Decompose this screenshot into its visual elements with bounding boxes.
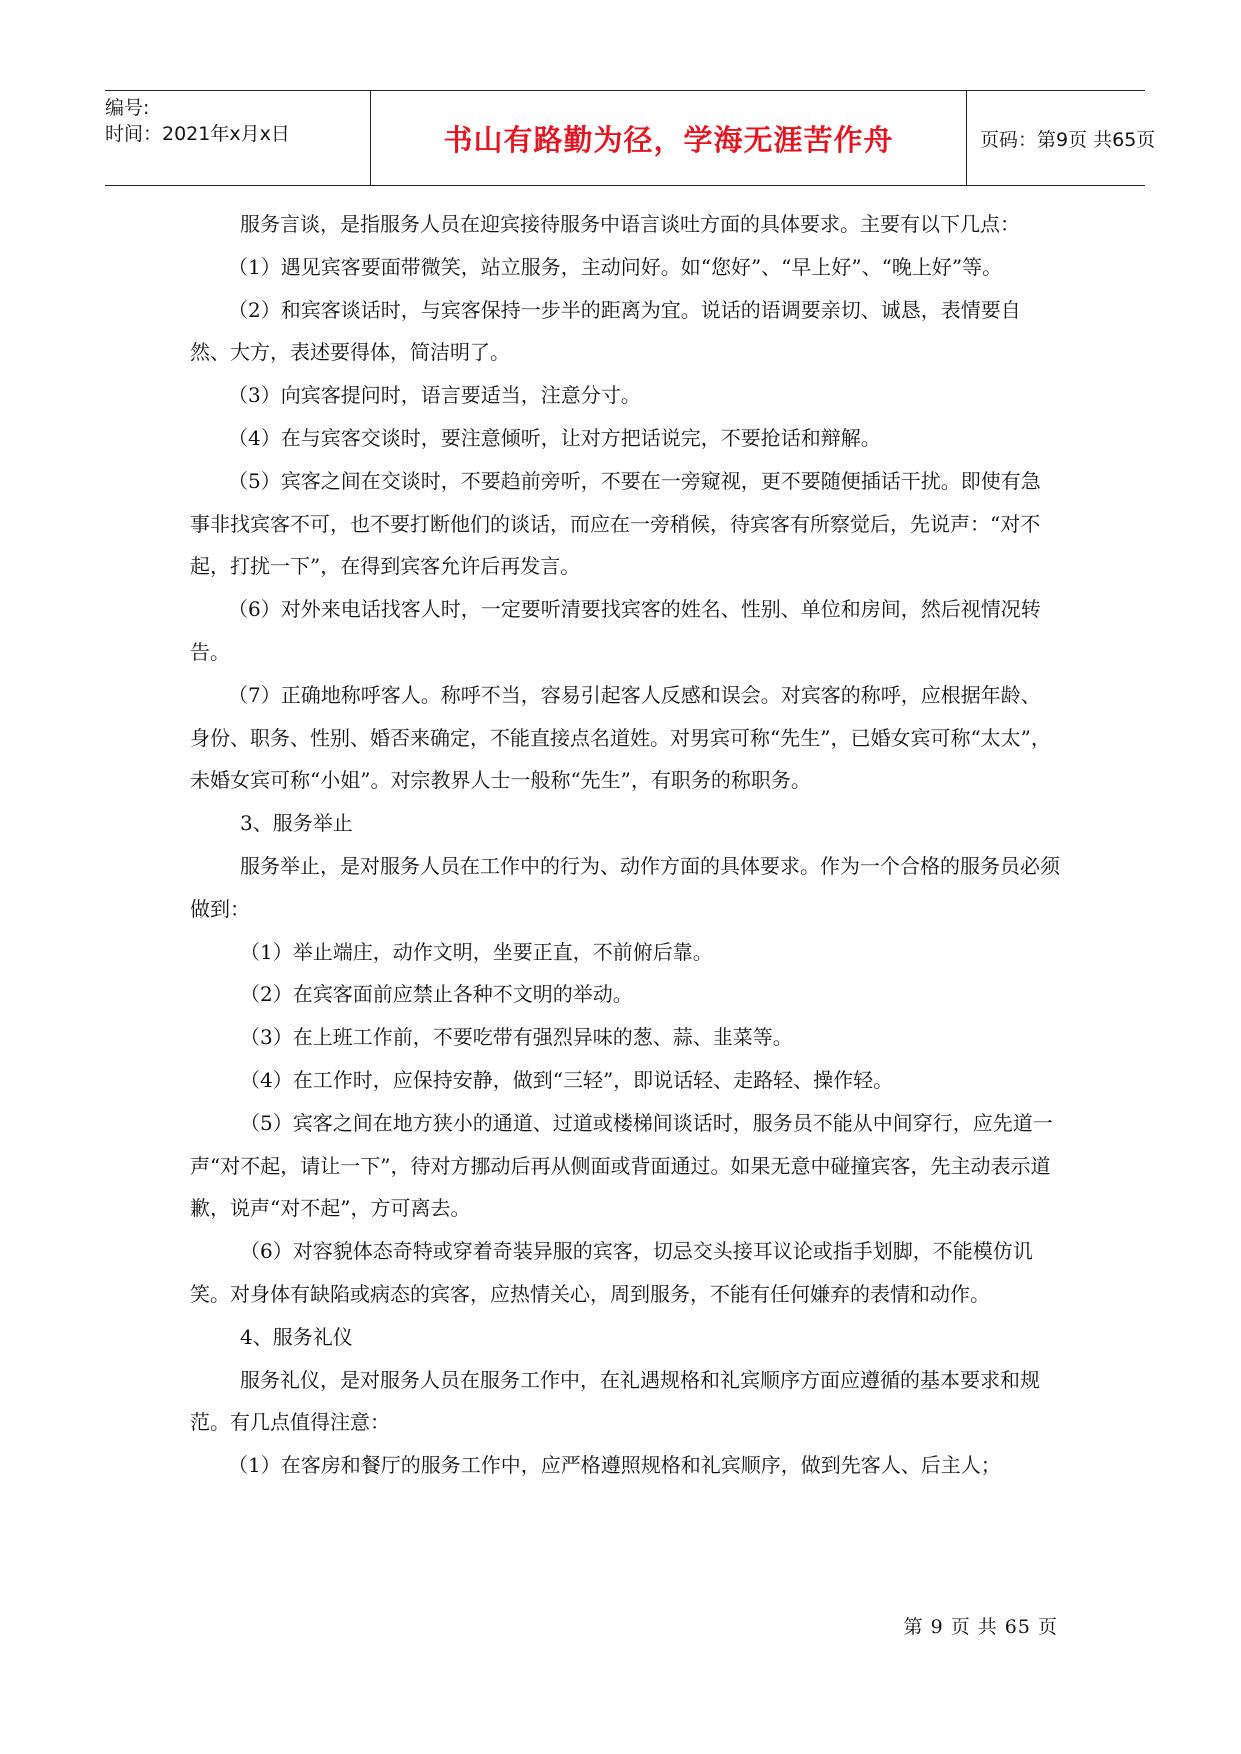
paragraph: 服务举止，是对服务人员在工作中的行为、动作方面的具体要求。作为一个合格的服务员必须做到： xyxy=(190,853,1060,921)
paragraph: （4）在与宾客交谈时，要注意倾听，让对方把话说完，不要抢话和辩解。 xyxy=(228,425,881,450)
paragraph: 4、服务礼仪 xyxy=(240,1324,353,1349)
paragraph: （1）举止端庄，动作文明，坐要正直，不前俯后靠。 xyxy=(240,939,713,964)
paragraph: （6）对容貌体态奇特或穿着奇装异服的宾客，切忌交头接耳议论或指手划脚，不能模仿讥笑。对身体有缺陷或病态的宾客，应热情关心，周到服务，不能有任何嫌弃的表情和动作。 xyxy=(190,1239,1033,1306)
page-footer: 第 9 页 共 65 页 xyxy=(903,1616,1058,1638)
paragraph: （2）在宾客面前应禁止各种不文明的举动。 xyxy=(240,982,633,1007)
header-page-info: 页码：第9页 共65页 xyxy=(980,128,1156,151)
paragraph: 服务言谈，是指服务人员在迎宾接待服务中语言谈吐方面的具体要求。主要有以下几点： xyxy=(240,212,1020,236)
header-meta xyxy=(105,91,370,189)
document-body xyxy=(190,203,1060,1487)
header-motto: 书山有路勤为径，学海无涯苦作舟 xyxy=(370,91,967,185)
paragraph: （2）和宾客谈话时，与宾客保持一步半的距离为宜。说话的语调要亲切、诚恳，表情要自然、大方，表述要得体，简洁明了。 xyxy=(190,297,1021,365)
paragraph: （5）宾客之间在地方狭小的通道、过道或楼梯间谈话时，服务员不能从中间穿行，应先道一声“对不起，请让一下”，待对方挪动后再从侧面或背面通过。如果无意中碰撞宾客，先主动表示道歉，说声“对不起”，方可离去。 xyxy=(190,1110,1053,1221)
page-header xyxy=(105,90,1156,186)
paragraph: （1）在客房和餐厅的服务工作中，应严格遵照规格和礼宾顺序，做到先客人、后主人； xyxy=(228,1453,1001,1478)
paragraph: （5）宾客之间在交谈时，不要趋前旁听，不要在一旁窥视，更不要随便插话干扰。即使有急事非找宾客不可，也不要打断他们的谈话，而应在一旁稍候，待宾客有所察觉后，先说声：“对不起，打扰一下”，在得到宾客允许后再发言。 xyxy=(190,468,1041,579)
paragraph: 3、服务举止 xyxy=(240,811,353,836)
paragraph: （4）在工作时，应保持安静，做到“三轻”，即说话轻、走路轻、操作轻。 xyxy=(240,1067,894,1092)
document-time-label: 时间：2021年x月x日 xyxy=(105,123,290,145)
paragraph: （3）在上班工作前，不要吃带有强烈异味的葱、蒜、韭菜等。 xyxy=(240,1025,793,1050)
paragraph: （6）对外来电话找客人时，一定要听清要找宾客的姓名、性别、单位和房间，然后视情况转告。 xyxy=(190,597,1041,664)
document-number-label: 编号: xyxy=(105,97,150,119)
paragraph: 服务礼仪，是对服务人员在服务工作中，在礼遇规格和礼宾顺序方面应遵循的基本要求和规范。有几点值得注意： xyxy=(190,1367,1040,1435)
paragraph: （3）向宾客提问时，语言要适当，注意分寸。 xyxy=(228,383,641,408)
paragraph: （7）正确地称呼客人。称呼不当，容易引起客人反感和误会。对宾客的称呼，应根据年龄、身份、职务、性别、婚否来确定，不能直接点名道姓。对男宾可称“先生”，已婚女宾可称“太太”，未婚女宾可称“小姐”。对宗教界人士一般称“先生”，有职务的称职务。 xyxy=(190,682,1051,793)
paragraph: （1）遇见宾客要面带微笑，站立服务，主动问好。如“您好”、“早上好”、“晚上好”等。 xyxy=(228,254,1003,279)
